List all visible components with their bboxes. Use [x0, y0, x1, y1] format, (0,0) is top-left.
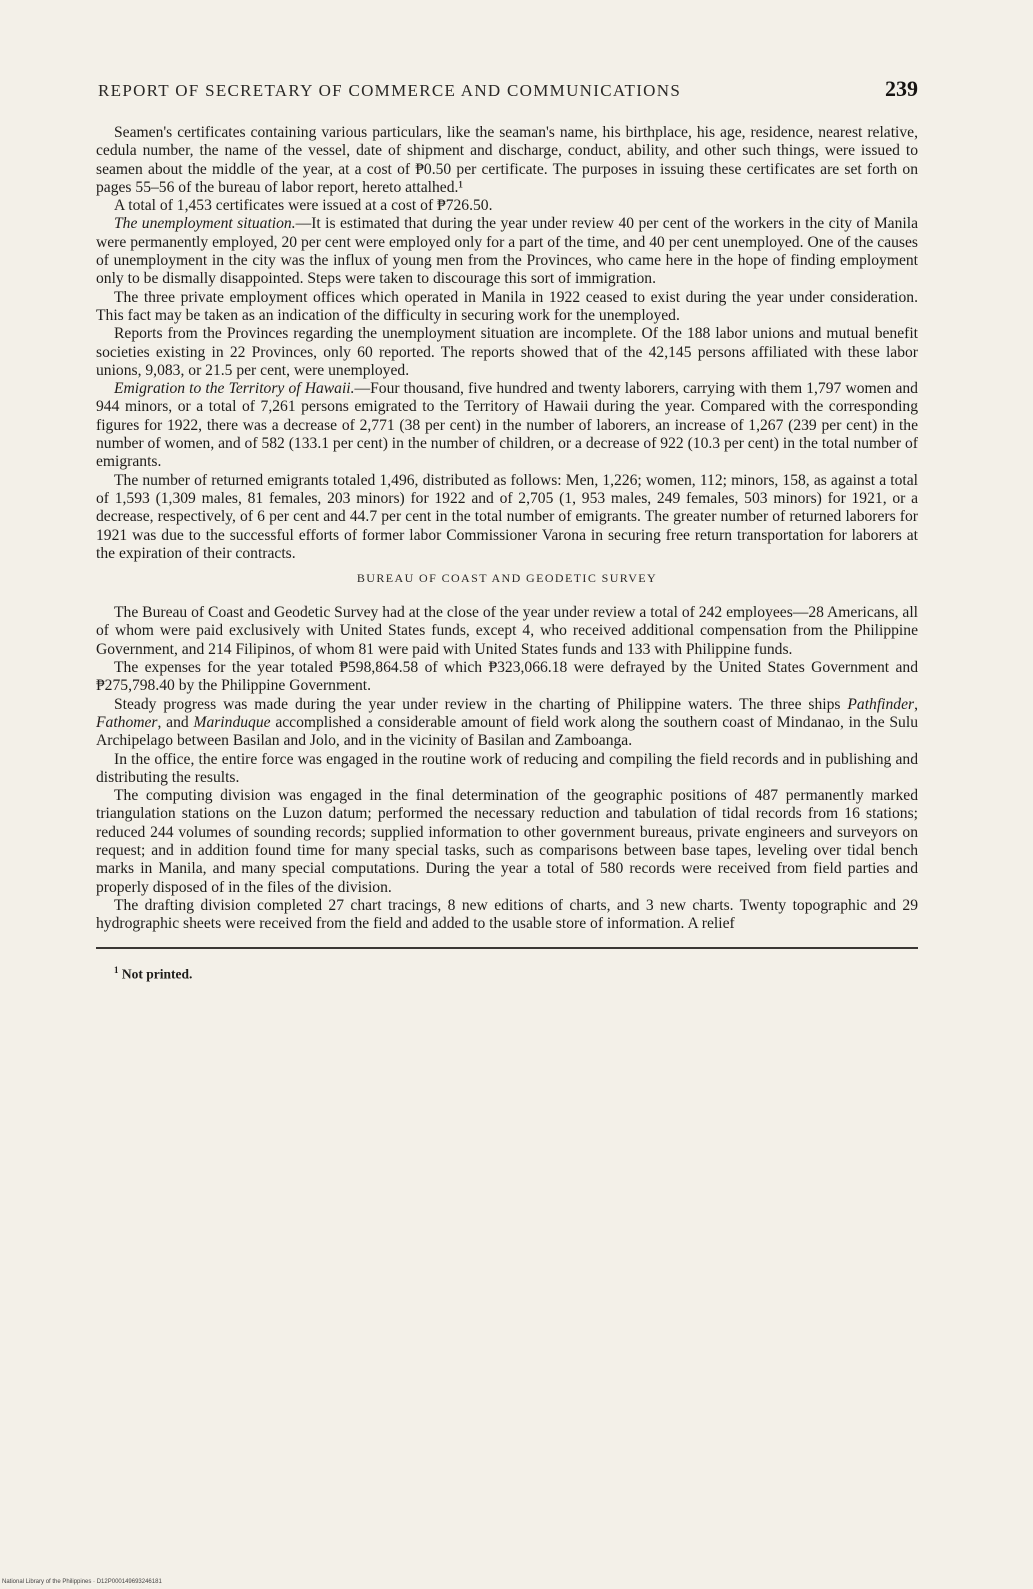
- paragraph-employment-offices: The three private employment offices which operated in Manila in 1922 ceased to exist during the year under consideration. This fact may be taken as an indication of the difficulty in securing work for the unemployed.: [96, 288, 918, 324]
- ship-separator-2: , and: [157, 713, 194, 731]
- running-head: [96, 76, 918, 102]
- ship-marinduque: Marinduque: [193, 713, 271, 731]
- charting-text-after: accomplished a considerable amount of field work along the southern coast of Mindanao, in the Sulu Archipelago between Basilan and Jolo, and in the vicinity of Basilan and Zamboanga.: [96, 713, 918, 750]
- document-page: [96, 76, 918, 983]
- paragraph-drafting-division: The drafting division completed 27 chart tracings, 8 new editions of charts, and 3 new charts. Twenty topographic and 29 hydrographic sheets were received from the field and added to the usable store of information. A relief: [96, 896, 918, 933]
- scan-credit: National Library of the Philippines · D12P000149693246181: [2, 1579, 162, 1585]
- paragraph-certificates-total: A total of 1,453 certificates were issued at a cost of ₱726.50.: [114, 197, 493, 215]
- ship-pathfinder: Pathfinder: [847, 695, 915, 713]
- paragraph-unemployment: [96, 215, 918, 288]
- paragraph-emigration: [96, 380, 918, 471]
- unemployment-text: —It is estimated that during the year under review 40 per cent of the workers in the city of Manila were permanently employed, 20 per cent were employed only for a part of the time, and 40 per cent unemployed. One of the causes of unemployment in the city was the influx of young men from the Provinces, who came here in the hope of finding employment only to be dismally disappointed. Steps were taken to discourage this sort of immigration.: [96, 215, 918, 288]
- paragraph-returned-emigrants: The number of returned emigrants totaled 1,496, distributed as follows: Men, 1,226; women, 112; minors, 158, as against a total of 1,593 (1,309 males, 81 females, 203 minors) for 1922 and of 2,705 (1, 953 males, 249 females, 503 minors) for 1921, or a decrease, respectively, of 6 per cent and 44.7 per cent in the total number of emigrants. The greater number of returned laborers for 1921 was due to the successful efforts of former labor Commissioner Varona in securing free return transportation for laborers at the expiration of their contracts.: [96, 471, 918, 562]
- footnote-text: Not printed.: [118, 966, 193, 982]
- emigration-heading: Emigration to the Territory of Hawaii.: [114, 380, 355, 398]
- emigration-text: —Four thousand, five hundred and twenty laborers, carrying with them 1,797 women and 944 minors, or a total of 7,261 persons emigrated to the Territory of Hawaii during the year. Compared with the corresponding figures for 1922, there was a decrease of 2,771 (38 per cent) in the number of laborers, an increase of 1,267 (239 per cent) in the number of women, and of 582 (133.1 per cent) in the number of children, or a decrease of 922 (10.3 per cent) in the total number of emigrants.: [96, 380, 918, 471]
- ship-fathomer: Fathomer: [96, 713, 158, 731]
- footnote-mark: 1: [114, 965, 119, 976]
- page-number: 239: [885, 76, 918, 101]
- charting-text-before: Steady progress was made during the year under review in the charting of Philippine waters. The three ships: [114, 695, 848, 713]
- paragraph-computing-division: The computing division was engaged in the final determination of the geographic positions of 487 permanently marked triangulation stations on the Luzon datum; performed the necessary reduction and tabulation of tidal records from 16 stations; reduced 244 volumes of sounding records; supplied information to other government bureaus, private engineers and surveyors on request; and in addition found time for many special tasks, such as comparisons between base tapes, leveling over tidal bench marks in Manila, and many special computations. During the year a total of 580 records were received from field parties and properly disposed of in the files of the division.: [96, 787, 918, 896]
- section-heading: BUREAU OF COAST AND GEODETIC SURVEY: [356, 571, 658, 586]
- paragraph-seamen-certificates: Seamen's certificates containing various particulars, like the seaman's name, his birthplace, his age, residence, nearest relative, cedula number, the name of the vessel, date of shipment and discharge, conduct, ability, and other such things, were issued to seamen about the middle of the year, at a cost of ₱0.50 per certificate. The purposes in issuing these certificates are set forth on pages 55–56 of the bureau of labor report, hereto attalhed.¹: [96, 124, 918, 196]
- unemployment-heading: The unemployment situation.: [114, 215, 296, 233]
- footnote: [96, 965, 918, 983]
- paragraph-provinces-reports: Reports from the Provinces regarding the unemployment situation are incomplete. Of the 188 labor unions and mutual benefit societies existing in 22 Provinces, only 60 reported. The reports showed that of the 42,145 persons affiliated with these labor unions, 9,083, or 21.5 per cent, were unemployed.: [96, 325, 918, 379]
- paragraph-office-work: In the office, the entire force was engaged in the routine work of reducing and compiling the field records and in publishing and distributing the results.: [96, 750, 918, 786]
- paragraph-bureau-expenses: The expenses for the year totaled ₱598,864.58 of which ₱323,066.18 were defrayed by the United States Government and ₱275,798.40 by the Philippine Government.: [96, 659, 918, 695]
- ship-separator-1: ,: [914, 695, 918, 713]
- running-title: REPORT OF SECRETARY OF COMMERCE AND COMMUNICATIONS: [98, 81, 682, 100]
- paragraph-bureau-employees: The Bureau of Coast and Geodetic Survey had at the close of the year under review a total of 242 employees—28 Americans, all of whom were paid exclusively with United States funds, except 4, who received additional compensation from the Philippine Government, and 214 Filipinos, of whom 81 were paid with United States funds and 133 with Philippine funds.: [96, 604, 918, 658]
- paragraph-charting: [96, 696, 918, 751]
- footnote-rule: [96, 947, 918, 949]
